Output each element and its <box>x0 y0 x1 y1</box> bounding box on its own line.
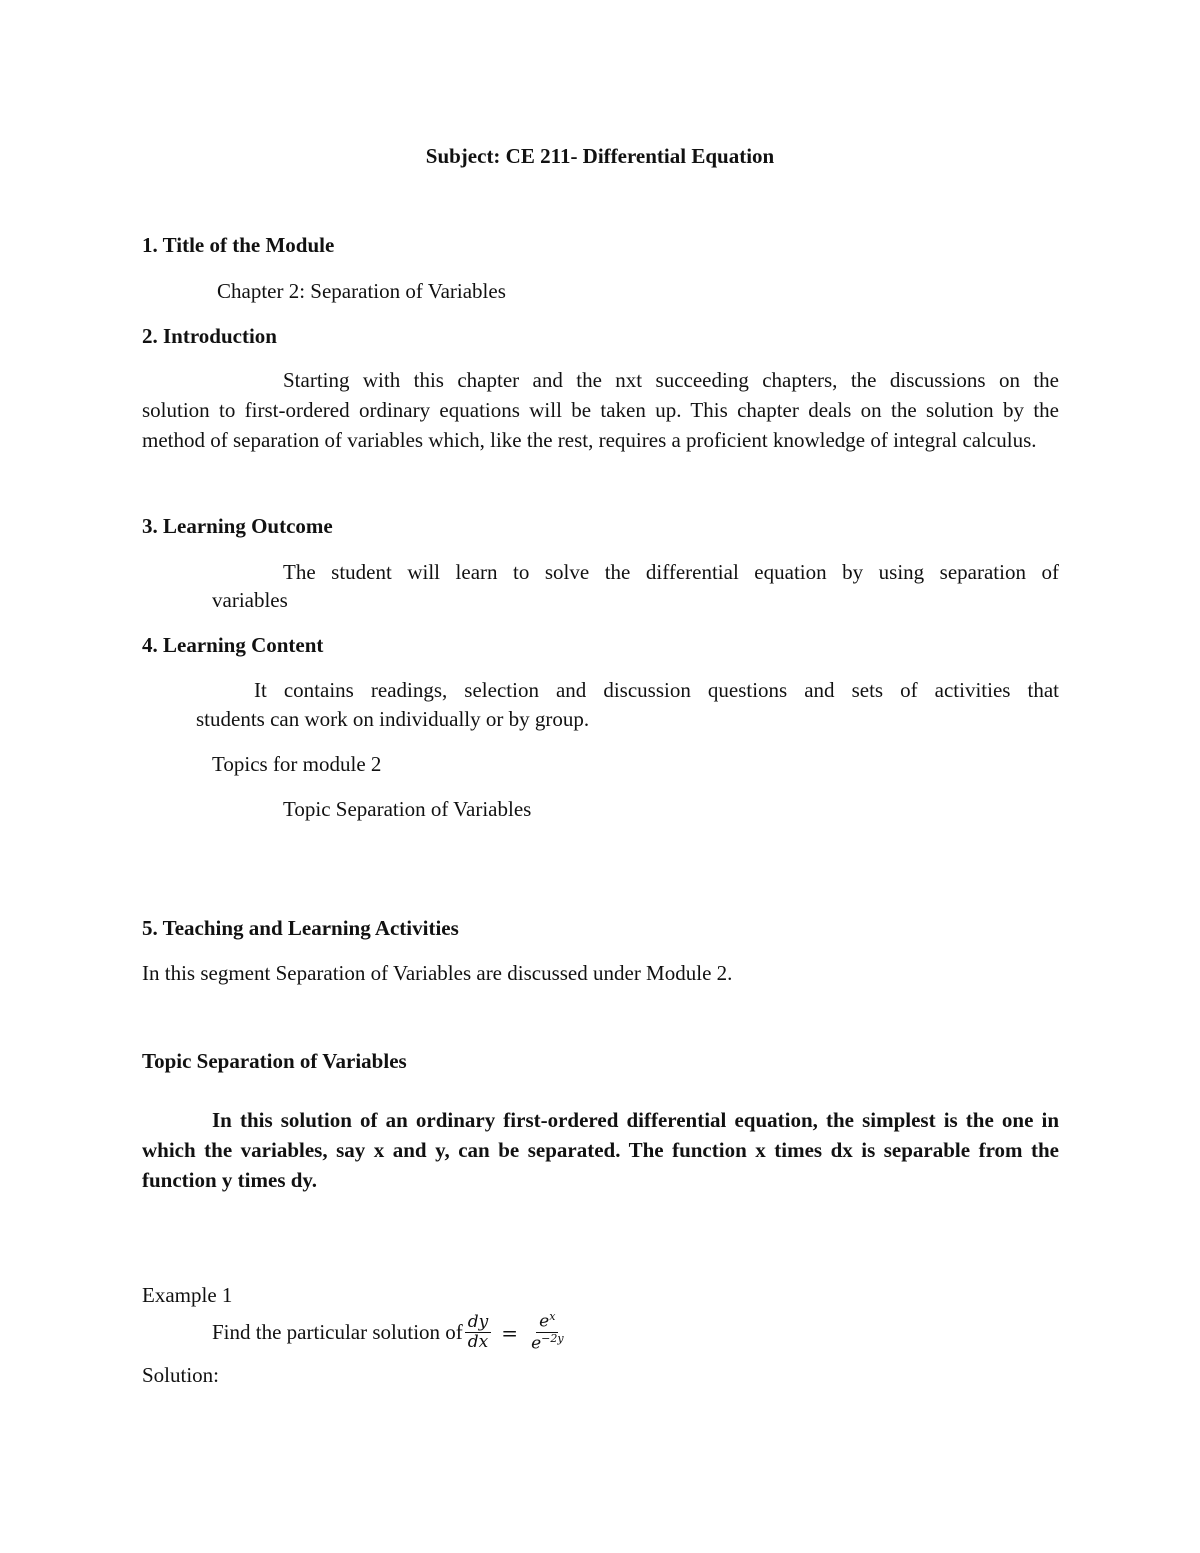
lhs-denominator: dx <box>467 1332 489 1353</box>
section-1-heading: 1. Title of the Module <box>142 233 335 257</box>
rhs-numerator <box>536 1311 558 1333</box>
solution-label: Solution: <box>142 1363 220 1387</box>
learning-outcome-line-1: The student will learn to solve the differential equation by using separation of <box>283 560 1059 584</box>
rhs-numerator-base: e <box>539 1311 550 1332</box>
subject-title: Subject: CE 211- Differential Equation <box>425 144 775 168</box>
section-2-heading: 2. Introduction <box>142 324 277 348</box>
learning-outcome-line-2: variables <box>212 588 288 612</box>
topic-heading: Topic Separation of Variables <box>142 1049 407 1073</box>
learning-content-line-1: It contains readings, selection and discussion questions and sets of activities that <box>254 678 1059 702</box>
module-title: Chapter 2: Separation of Variables <box>217 279 506 303</box>
activities-text: In this segment Separation of Variables are discussed under Module 2. <box>142 961 733 985</box>
equals-sign: = <box>501 1320 519 1345</box>
topic-body <box>142 1105 1059 1195</box>
topic-body-text: In this solution of an ordinary first-ordered differential equation, the simplest is the one in which the variables, say x and y, can be separated. The function x times dx is separable from the function y times dy. <box>142 1108 1059 1193</box>
lhs-numerator: dy <box>465 1313 492 1334</box>
introduction-first-line: Starting with this chapter and the nxt succeeding chapters, the discussions on the <box>283 368 1059 392</box>
topic-item: Topic Separation of Variables <box>283 797 532 821</box>
rhs-denominator <box>528 1333 567 1354</box>
rhs-numerator-exponent: x <box>549 1310 556 1323</box>
example-prompt <box>212 1311 569 1354</box>
section-4-heading: 4. Learning Content <box>142 633 324 657</box>
rhs-denominator-base: e <box>531 1333 542 1354</box>
section-5-heading: 5. Teaching and Learning Activities <box>142 916 459 940</box>
rhs-denominator-exponent: −2y <box>541 1332 564 1346</box>
learning-content-line-2: students can work on individually or by group. <box>196 707 590 731</box>
rhs-fraction <box>528 1311 567 1354</box>
section-3-heading: 3. Learning Outcome <box>142 514 333 538</box>
example-prompt-text: Find the particular solution of <box>212 1319 463 1344</box>
example-label: Example 1 <box>142 1283 233 1307</box>
topics-label: Topics for module 2 <box>212 752 382 776</box>
introduction-paragraph <box>142 366 1059 455</box>
introduction-rest: solution to first-ordered ordinary equations will be taken up. This chapter deals on the solution by the method of separation of variables which, like the rest, requires a proficient knowledge of integral calculus. <box>142 397 1059 452</box>
lhs-fraction <box>465 1313 492 1353</box>
